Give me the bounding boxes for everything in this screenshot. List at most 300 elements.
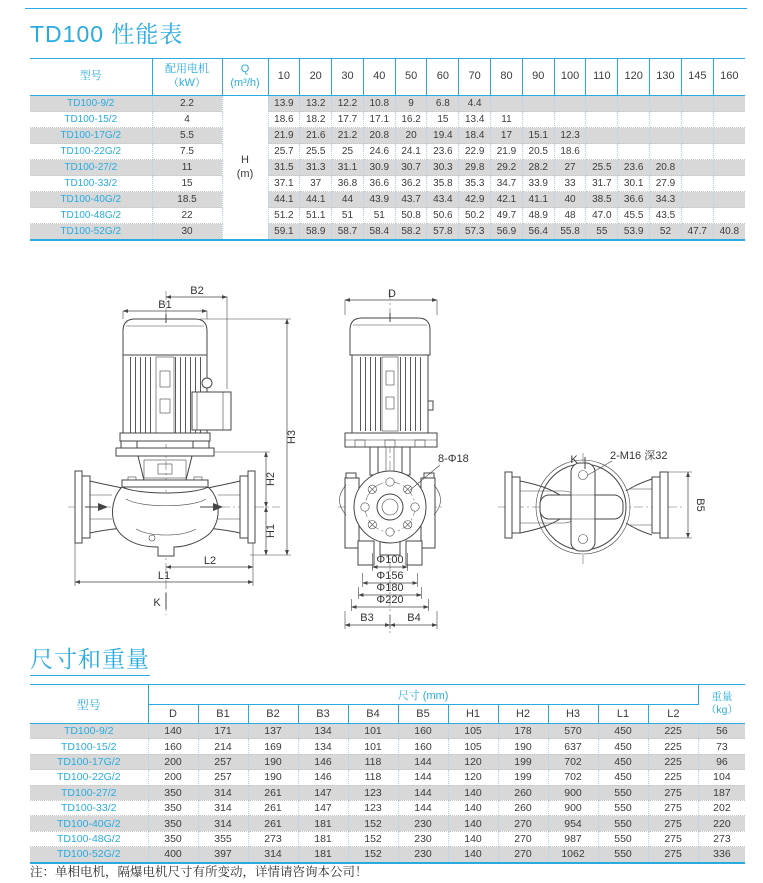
dimension-value-cell: 550 [598, 831, 648, 846]
head-value-cell: 43.9 [363, 192, 395, 208]
dim-header-B3: B3 [298, 705, 348, 724]
b1-dim-label: B1 [158, 299, 172, 311]
performance-row [30, 144, 745, 160]
dim-header-L2: L2 [648, 705, 698, 724]
k-top-label: K [570, 454, 578, 466]
dim-header-H2: H2 [498, 705, 548, 724]
head-value-cell [681, 208, 713, 224]
dimension-value-cell: 450 [598, 754, 648, 769]
head-value-cell: 30.7 [395, 160, 427, 176]
dimension-value-cell: 120 [448, 754, 498, 769]
head-value-cell: 48.9 [522, 208, 554, 224]
head-value-cell [554, 112, 586, 128]
head-unit-unit: (m) [236, 167, 254, 180]
head-value-cell: 51.1 [300, 208, 332, 224]
head-value-cell: 52 [650, 224, 682, 241]
head-value-cell: 28.2 [522, 160, 554, 176]
head-value-cell: 41.1 [522, 192, 554, 208]
dimension-value-cell: 273 [248, 831, 298, 846]
head-value-cell: 12.2 [332, 96, 364, 112]
dimension-value-cell: 101 [348, 739, 398, 754]
dimension-value-cell: 355 [198, 831, 248, 846]
performance-row [30, 176, 745, 192]
head-value-cell: 31.3 [300, 160, 332, 176]
model-column-header: 型号 [30, 685, 148, 724]
dimension-value-cell: 160 [398, 724, 448, 739]
model-cell: TD100-17G/2 [30, 128, 152, 144]
dimension-value-cell: 550 [598, 847, 648, 863]
performance-body [30, 96, 745, 241]
head-value-cell: 21.9 [491, 144, 523, 160]
head-value-cell [713, 144, 745, 160]
head-value-cell: 30.1 [618, 176, 650, 192]
motor-kw-cell: 4 [152, 112, 222, 128]
dimension-row [30, 739, 745, 754]
head-value-cell: 43.7 [395, 192, 427, 208]
head-value-cell: 16.2 [395, 112, 427, 128]
dimension-value-cell: 152 [348, 816, 398, 831]
flow-header-70: 70 [459, 59, 491, 96]
head-value-cell: 45.5 [618, 208, 650, 224]
flow-header-145: 145 [681, 59, 713, 96]
head-value-cell: 27 [554, 160, 586, 176]
dim-header-B5: B5 [398, 705, 448, 724]
dimension-value-cell: 350 [148, 831, 198, 846]
head-value-cell: 58.4 [363, 224, 395, 241]
flow-header-10: 10 [268, 59, 300, 96]
head-value-cell: 55.8 [554, 224, 586, 241]
dimension-value-cell: 137 [248, 724, 298, 739]
head-value-cell: 15 [427, 112, 459, 128]
head-value-cell: 30.9 [363, 160, 395, 176]
dimension-value-cell: 257 [198, 770, 248, 785]
dimension-value-cell: 314 [248, 847, 298, 863]
h3-dim-label: H3 [286, 429, 298, 445]
head-value-cell: 37 [300, 176, 332, 192]
dimension-value-cell: 200 [148, 770, 198, 785]
head-value-cell: 25.7 [268, 144, 300, 160]
motor-kw-cell: 18.5 [152, 192, 222, 208]
size-group-header: 尺寸 (mm) [148, 685, 698, 705]
head-value-cell [713, 176, 745, 192]
dimension-value-cell: 140 [448, 816, 498, 831]
dimension-value-cell: 147 [298, 800, 348, 815]
dim-header-H1: H1 [448, 705, 498, 724]
b2-dim-label: B2 [190, 285, 204, 297]
flow-header-160: 160 [713, 59, 745, 96]
dimension-value-cell: 350 [148, 800, 198, 815]
dimension-value-cell: 270 [498, 816, 548, 831]
head-value-cell: 18.6 [554, 144, 586, 160]
dimension-value-cell: 123 [348, 800, 398, 815]
head-value-cell [681, 96, 713, 112]
flow-header-110: 110 [586, 59, 618, 96]
dimension-value-cell: 144 [398, 800, 448, 815]
head-value-cell: 9 [395, 96, 427, 112]
dimensions-title: 尺寸和重量 [30, 641, 150, 676]
footnote: 注：单相电机，隔爆电机尺寸有所变动，详情请咨询本公司！ [30, 865, 368, 879]
dia220-label: Φ220 [376, 594, 404, 606]
head-value-cell [713, 112, 745, 128]
dimension-value-cell: 230 [398, 816, 448, 831]
head-value-cell: 21.6 [300, 128, 332, 144]
head-value-cell: 34.7 [491, 176, 523, 192]
motor-kw-cell: 7.5 [152, 144, 222, 160]
flow-header-30: 30 [332, 59, 364, 96]
dimension-value-cell: 275 [648, 831, 698, 846]
dimension-value-cell: 260 [498, 800, 548, 815]
dimension-value-cell: 900 [548, 785, 598, 800]
dimension-value-cell: 257 [198, 754, 248, 769]
dim-header-H3: H3 [548, 705, 598, 724]
head-value-cell: 33 [554, 176, 586, 192]
dimension-value-cell: 118 [348, 754, 398, 769]
dimension-value-cell: 140 [448, 800, 498, 815]
head-value-cell: 51 [332, 208, 364, 224]
head-value-cell [681, 144, 713, 160]
dimension-value-cell: 169 [248, 739, 298, 754]
dimension-value-cell: 270 [498, 831, 548, 846]
head-value-cell [522, 96, 554, 112]
front-view-drawing [338, 288, 469, 633]
head-value-cell: 17.7 [332, 112, 364, 128]
dimension-value-cell: 900 [548, 800, 598, 815]
head-value-cell: 18.2 [300, 112, 332, 128]
head-value-cell: 29.8 [459, 160, 491, 176]
head-value-cell: 58.9 [300, 224, 332, 241]
flow-header-50: 50 [395, 59, 427, 96]
head-value-cell: 59.1 [268, 224, 300, 241]
flow-header-60: 60 [427, 59, 459, 96]
dimension-value-cell: 105 [448, 724, 498, 739]
dimension-row [30, 831, 745, 846]
thread-label: 2-M16 深32 [610, 450, 668, 462]
b3-dim-label: B3 [360, 612, 374, 624]
h2-dim-label: H2 [265, 471, 277, 487]
l2-dim-label: L2 [203, 555, 217, 567]
head-value-cell: 55 [586, 224, 618, 241]
head-value-cell: 20.8 [650, 160, 682, 176]
head-value-cell: 20.8 [363, 128, 395, 144]
dim-header-B4: B4 [348, 705, 398, 724]
h1-dim-label: H1 [265, 523, 277, 539]
dimension-value-cell: 987 [548, 831, 598, 846]
head-value-cell: 48 [554, 208, 586, 224]
dimension-value-cell: 140 [448, 785, 498, 800]
head-value-cell: 51 [363, 208, 395, 224]
head-value-cell: 6.8 [427, 96, 459, 112]
head-value-cell: 4.4 [459, 96, 491, 112]
head-value-cell: 34.3 [650, 192, 682, 208]
head-value-cell: 27.9 [650, 176, 682, 192]
dia180-label: Φ180 [376, 582, 404, 594]
dimension-value-cell: 144 [398, 785, 448, 800]
head-value-cell: 19.4 [427, 128, 459, 144]
dimension-value-cell: 214 [198, 739, 248, 754]
dimension-value-cell: 550 [598, 816, 648, 831]
motor-kw-cell: 30 [152, 224, 222, 241]
head-value-cell: 37.1 [268, 176, 300, 192]
model-cell: TD100-33/2 [30, 176, 152, 192]
dimension-value-cell: 397 [198, 847, 248, 863]
head-value-cell: 42.1 [491, 192, 523, 208]
dimension-value-cell: 260 [498, 785, 548, 800]
head-value-cell: 20 [395, 128, 427, 144]
dimension-value-cell: 550 [598, 785, 648, 800]
dimension-value-cell: 261 [248, 785, 298, 800]
dimension-value-cell: 230 [398, 831, 448, 846]
head-value-cell [681, 112, 713, 128]
dimension-row [30, 785, 745, 800]
model-cell: TD100-40G/2 [30, 192, 152, 208]
head-value-cell: 29.2 [491, 160, 523, 176]
head-value-cell [713, 208, 745, 224]
dimension-value-cell: 225 [648, 754, 698, 769]
dim-header-D: D [148, 705, 198, 724]
dimension-row [30, 847, 745, 863]
flow-header-90: 90 [522, 59, 554, 96]
dimension-value-cell: 702 [548, 754, 598, 769]
head-value-cell [681, 192, 713, 208]
dimension-value-cell: 702 [548, 770, 598, 785]
head-value-cell [618, 96, 650, 112]
dimension-row [30, 754, 745, 769]
head-value-cell: 17.1 [363, 112, 395, 128]
dimension-value-cell: 171 [198, 724, 248, 739]
dimension-value-cell: 56 [698, 724, 745, 739]
dia100-label: Φ100 [376, 554, 404, 566]
dimension-value-cell: 134 [298, 739, 348, 754]
head-value-cell: 53.9 [618, 224, 650, 241]
b5-dim-label: B5 [694, 498, 706, 512]
dimension-row [30, 724, 745, 739]
head-value-cell: 58.7 [332, 224, 364, 241]
dimension-value-cell: 570 [548, 724, 598, 739]
head-value-cell: 40.8 [713, 224, 745, 241]
dimension-value-cell: 275 [648, 816, 698, 831]
head-value-cell [522, 112, 554, 128]
performance-row [30, 208, 745, 224]
dimension-value-cell: 178 [498, 724, 548, 739]
model-cell: TD100-15/2 [30, 112, 152, 128]
head-value-cell: 30.3 [427, 160, 459, 176]
head-value-cell: 25.5 [586, 160, 618, 176]
motor-kw-cell: 5.5 [152, 128, 222, 144]
dimension-value-cell: 225 [648, 739, 698, 754]
dimension-value-cell: 350 [148, 816, 198, 831]
performance-row [30, 192, 745, 208]
head-value-cell: 31.7 [586, 176, 618, 192]
head-value-cell: 44 [332, 192, 364, 208]
dimension-value-cell: 181 [298, 816, 348, 831]
head-value-cell: 15.1 [522, 128, 554, 144]
dimension-value-cell: 190 [248, 770, 298, 785]
flow-header-130: 130 [650, 59, 682, 96]
performance-row [30, 224, 745, 241]
head-value-cell [618, 128, 650, 144]
flow-header-120: 120 [618, 59, 650, 96]
flow-header-80: 80 [491, 59, 523, 96]
dimension-value-cell: 134 [298, 724, 348, 739]
dimension-value-cell: 199 [498, 754, 548, 769]
dimension-value-cell: 118 [348, 770, 398, 785]
head-value-cell [618, 144, 650, 160]
head-value-cell: 25 [332, 144, 364, 160]
model-cell: TD100-15/2 [30, 739, 148, 754]
head-value-cell: 40 [554, 192, 586, 208]
dimension-value-cell: 190 [498, 739, 548, 754]
head-value-cell: 11 [491, 112, 523, 128]
head-value-cell: 44.1 [300, 192, 332, 208]
dimension-value-cell: 105 [448, 739, 498, 754]
model-cell: TD100-27/2 [30, 785, 148, 800]
head-value-cell: 24.6 [363, 144, 395, 160]
dimension-value-cell: 190 [248, 754, 298, 769]
head-value-cell [586, 144, 618, 160]
performance-row [30, 160, 745, 176]
performance-header-row [30, 59, 745, 96]
flow-column-header: Q (m³/h) [222, 59, 268, 96]
b4-dim-label: B4 [407, 612, 421, 624]
dimension-value-cell: 230 [398, 847, 448, 863]
dimension-value-cell: 220 [698, 816, 745, 831]
head-value-cell: 12.3 [554, 128, 586, 144]
dimension-value-cell: 637 [548, 739, 598, 754]
head-value-cell [554, 96, 586, 112]
dimension-value-cell: 144 [398, 770, 448, 785]
dimension-value-cell: 187 [698, 785, 745, 800]
head-value-cell: 25.5 [300, 144, 332, 160]
head-value-cell [713, 192, 745, 208]
head-value-cell: 57.8 [427, 224, 459, 241]
model-cell: TD100-17G/2 [30, 754, 148, 769]
head-value-cell: 38.5 [586, 192, 618, 208]
head-value-cell: 22.9 [459, 144, 491, 160]
model-cell: TD100-27/2 [30, 160, 152, 176]
page-top-rule [25, 8, 747, 9]
head-value-cell [681, 128, 713, 144]
dimension-value-cell: 225 [648, 770, 698, 785]
model-cell: TD100-22G/2 [30, 770, 148, 785]
model-cell: TD100-48G/2 [30, 208, 152, 224]
head-value-cell: 24.1 [395, 144, 427, 160]
head-value-cell: 21.9 [268, 128, 300, 144]
motor-kw-cell: 2.2 [152, 96, 222, 112]
dimension-value-cell: 123 [348, 785, 398, 800]
head-value-cell: 36.6 [363, 176, 395, 192]
head-value-cell: 50.8 [395, 208, 427, 224]
model-column-header: 型号 [30, 59, 152, 96]
head-value-cell: 50.2 [459, 208, 491, 224]
dimension-value-cell: 101 [348, 724, 398, 739]
dimension-value-cell: 202 [698, 800, 745, 815]
head-value-cell: 21.2 [332, 128, 364, 144]
dimension-value-cell: 146 [298, 770, 348, 785]
head-value-cell: 47.0 [586, 208, 618, 224]
dimension-value-cell: 314 [198, 785, 248, 800]
motor-kw-cell: 22 [152, 208, 222, 224]
dimension-value-cell: 181 [298, 831, 348, 846]
head-value-cell: 36.6 [618, 192, 650, 208]
head-value-cell: 35.3 [459, 176, 491, 192]
d-dim-label: D [388, 288, 396, 300]
head-value-cell: 31.5 [268, 160, 300, 176]
dimension-value-cell: 450 [598, 739, 648, 754]
l1-dim-label: L1 [157, 570, 171, 582]
dimension-value-cell: 104 [698, 770, 745, 785]
head-value-cell [681, 160, 713, 176]
dimension-value-cell: 96 [698, 754, 745, 769]
head-value-cell [681, 176, 713, 192]
performance-title: TD100 性能表 [30, 21, 184, 47]
dimension-value-cell: 200 [148, 754, 198, 769]
head-value-cell: 31.1 [332, 160, 364, 176]
head-unit-cell [222, 96, 268, 241]
dimension-value-cell: 270 [498, 847, 548, 863]
head-value-cell: 56.9 [491, 224, 523, 241]
k-dim-label: K [153, 597, 161, 609]
dimension-value-cell: 314 [198, 816, 248, 831]
dim-header-B1: B1 [198, 705, 248, 724]
head-value-cell: 18.4 [459, 128, 491, 144]
head-value-cell: 49.7 [491, 208, 523, 224]
dimension-value-cell: 152 [348, 831, 398, 846]
model-cell: TD100-9/2 [30, 724, 148, 739]
flow-header-100: 100 [554, 59, 586, 96]
technical-drawings [40, 285, 745, 637]
dimension-value-cell: 275 [648, 800, 698, 815]
head-value-cell: 43.4 [427, 192, 459, 208]
dimension-row [30, 800, 745, 815]
head-value-cell: 58.2 [395, 224, 427, 241]
dimension-value-cell: 350 [148, 785, 198, 800]
side-view-drawing [68, 285, 298, 615]
dimension-header-row-1 [30, 685, 745, 705]
dimension-value-cell: 160 [398, 739, 448, 754]
head-value-cell [586, 96, 618, 112]
head-value-cell: 36.8 [332, 176, 364, 192]
head-value-cell [586, 112, 618, 128]
dia156-label: Φ156 [376, 570, 404, 582]
head-value-cell: 50.6 [427, 208, 459, 224]
dimension-value-cell: 73 [698, 739, 745, 754]
dimension-table [30, 684, 745, 864]
top-view-drawing [498, 449, 706, 565]
dimension-value-cell: 275 [648, 785, 698, 800]
performance-row [30, 128, 745, 144]
dimension-value-cell: 147 [298, 785, 348, 800]
head-value-cell: 57.3 [459, 224, 491, 241]
dimension-value-cell: 152 [348, 847, 398, 863]
dimension-value-cell: 181 [298, 847, 348, 863]
head-value-cell: 51.2 [268, 208, 300, 224]
motor-kw-cell: 15 [152, 176, 222, 192]
head-value-cell [650, 96, 682, 112]
motor-kw-cell: 11 [152, 160, 222, 176]
dimension-value-cell: 120 [448, 770, 498, 785]
model-cell: TD100-52G/2 [30, 847, 148, 863]
head-value-cell: 47.7 [681, 224, 713, 241]
dimension-value-cell: 336 [698, 847, 745, 863]
head-value-cell: 23.6 [427, 144, 459, 160]
head-value-cell: 44.1 [268, 192, 300, 208]
dimension-value-cell: 225 [648, 724, 698, 739]
head-value-cell [650, 144, 682, 160]
head-value-cell [618, 112, 650, 128]
head-value-cell [586, 128, 618, 144]
head-value-cell: 13.9 [268, 96, 300, 112]
head-value-cell [650, 128, 682, 144]
